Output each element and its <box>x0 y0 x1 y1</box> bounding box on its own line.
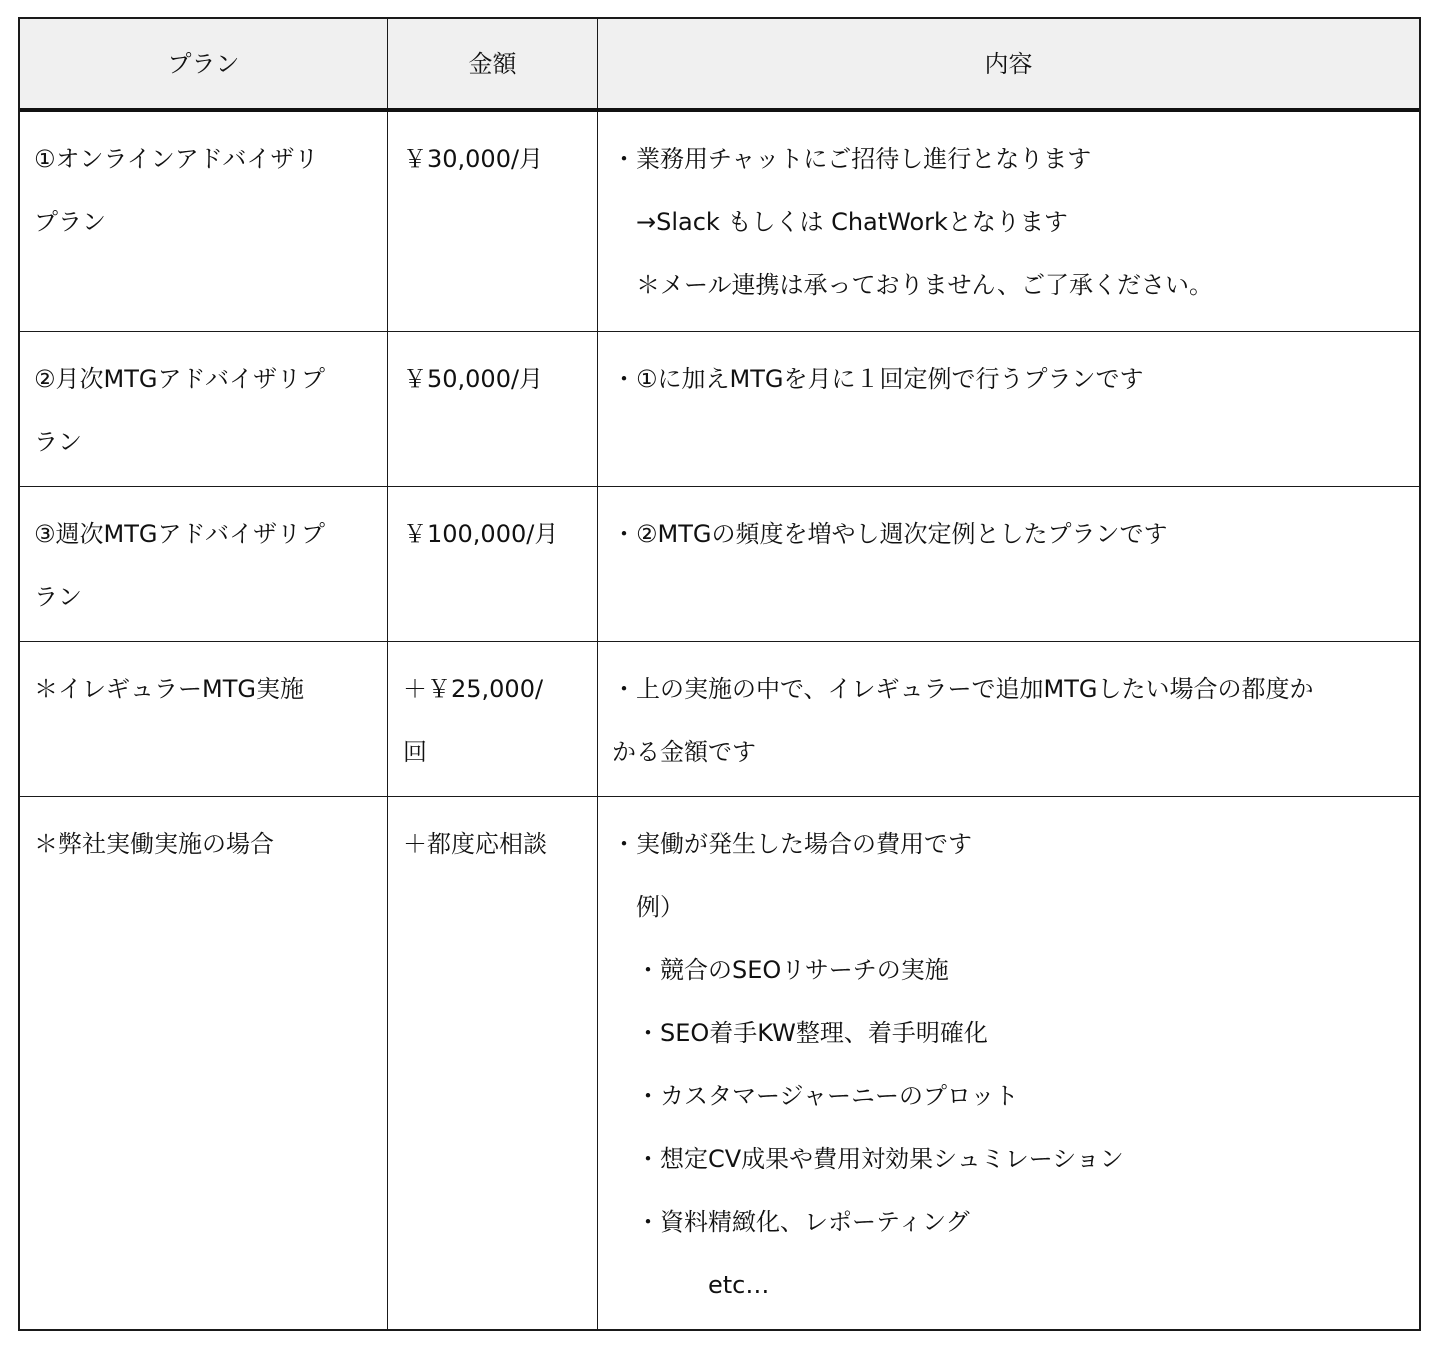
plan-line: ラン <box>34 583 82 611</box>
header-price-label: 金額 <box>468 49 517 78</box>
content-line: ・SEO着手KW整理、着手明確化 <box>612 1019 988 1047</box>
content-cell <box>597 112 1419 331</box>
content-line: ・資料精緻化、レポーティング <box>612 1208 970 1236</box>
header-plan-label: プラン <box>167 49 240 78</box>
price-line: ￥100,000/月 <box>403 520 559 548</box>
price-cell <box>387 112 597 331</box>
plan-cell <box>20 112 387 331</box>
plan-cell <box>20 332 387 486</box>
plan-cell <box>20 797 387 1331</box>
content-line: かる金額です <box>612 738 756 766</box>
price-line: ￥50,000/月 <box>403 365 544 393</box>
plan-cell <box>20 487 387 641</box>
plan-cell <box>20 642 387 796</box>
table-row <box>20 642 1419 797</box>
table-header <box>20 19 1419 112</box>
price-line: 回 <box>403 738 427 766</box>
header-price <box>387 19 597 108</box>
price-line: ＋￥25,000/ <box>403 675 544 703</box>
header-plan <box>20 19 387 108</box>
content-cell <box>597 642 1419 796</box>
plan-line: ラン <box>34 428 82 456</box>
price-cell <box>387 487 597 641</box>
plan-line: ①オンラインアドバイザリ <box>34 145 319 173</box>
content-line: ・想定CV成果や費用対効果シュミレーション <box>612 1145 1124 1173</box>
content-cell <box>597 332 1419 486</box>
price-line: ￥30,000/月 <box>403 145 544 173</box>
content-line: →Slack もしくは ChatWorkとなります <box>612 208 1068 236</box>
content-cell <box>597 487 1419 641</box>
content-line: 例） <box>612 893 684 921</box>
price-cell <box>387 797 597 1331</box>
price-cell <box>387 332 597 486</box>
table-row <box>20 332 1419 487</box>
plan-line: ③週次MTGアドバイザリプ <box>34 520 325 548</box>
plan-line: ＊弊社実働実施の場合 <box>34 830 274 858</box>
content-line: ・カスタマージャーニーのプロット <box>612 1082 1019 1110</box>
price-line: ＋都度応相談 <box>403 830 547 858</box>
table-row <box>20 487 1419 642</box>
content-line: ・上の実施の中で、イレギュラーで追加MTGしたい場合の都度か <box>612 675 1314 703</box>
content-line: ＊メール連携は承っておりません、ご了承ください。 <box>612 271 1213 299</box>
table-row <box>20 112 1419 332</box>
header-content-label: 内容 <box>984 49 1033 78</box>
content-line: ・競合のSEOリサーチの実施 <box>612 956 949 984</box>
content-line: ・業務用チャットにご招待し進行となります <box>612 145 1092 173</box>
content-line: ・実働が発生した場合の費用です <box>612 830 972 858</box>
content-line: etc… <box>612 1271 770 1299</box>
plan-line: プラン <box>34 208 106 236</box>
pricing-table <box>18 17 1421 1331</box>
plan-line: ②月次MTGアドバイザリプ <box>34 365 325 393</box>
content-line: ・①に加えMTGを月に１回定例で行うプランです <box>612 365 1144 393</box>
content-line: ・②MTGの頻度を増やし週次定例としたプランです <box>612 520 1168 548</box>
price-cell <box>387 642 597 796</box>
header-content <box>597 19 1419 108</box>
content-cell <box>597 797 1419 1331</box>
table-row <box>20 797 1419 1331</box>
plan-line: ＊イレギュラーMTG実施 <box>34 675 304 703</box>
